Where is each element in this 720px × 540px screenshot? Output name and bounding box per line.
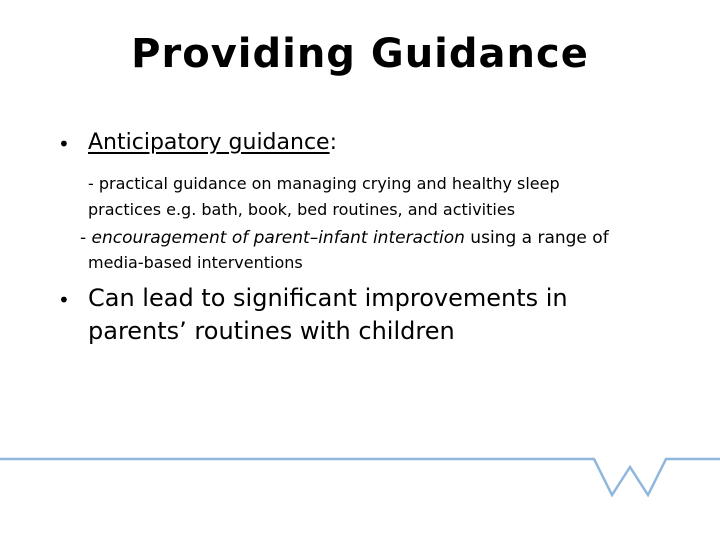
sub-point-emphasis: encouragement of parent–infant interaction xyxy=(91,228,465,248)
sub-point-dash: - xyxy=(80,228,92,248)
bullet-line: parents’ routines with children xyxy=(88,317,455,345)
label-colon: : xyxy=(329,130,337,155)
sub-point-line: - practical guidance on managing crying and healthy sleep xyxy=(88,174,560,193)
bullet-marker: • xyxy=(58,288,70,312)
bullet-line: Can lead to significant improvements in xyxy=(88,284,568,312)
footer-line-left xyxy=(0,459,720,495)
sub-point-rest: using a range of xyxy=(464,228,609,248)
sub-point-line: practices e.g. bath, book, bed routines, and activities xyxy=(88,200,516,219)
sub-point-line: media-based interventions xyxy=(88,253,303,272)
anticipatory-guidance-label: Anticipatory guidance xyxy=(88,130,330,155)
bullet-marker: • xyxy=(58,132,70,156)
slide-title: Providing Guidance xyxy=(131,31,589,77)
